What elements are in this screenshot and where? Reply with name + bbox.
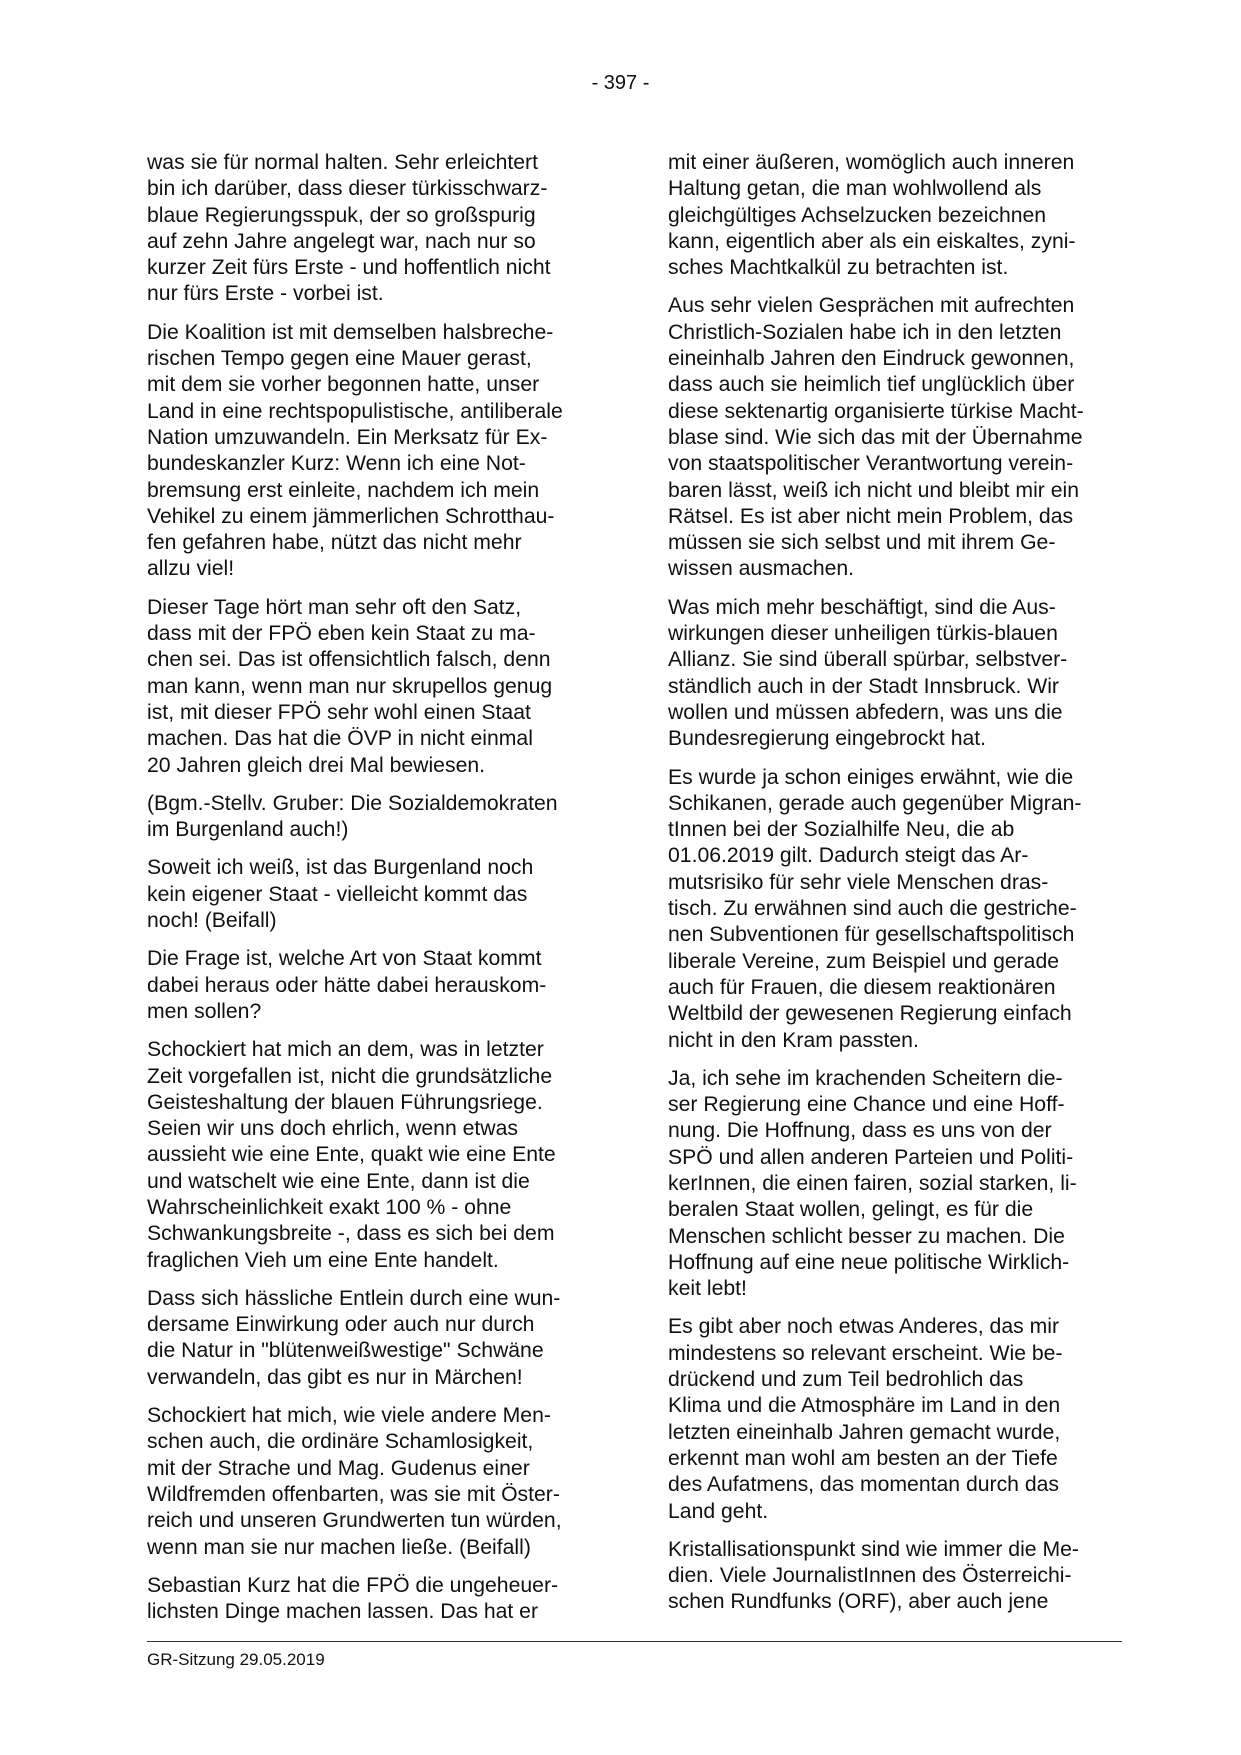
paragraph: Ja, ich sehe im krachenden Scheitern die- ser Regierung eine Chance und eine Hoff- nung. Die Hoffnung, dass es uns von der SPÖ und allen anderen Parteien und Politi- kerInnen, die einen fairen, sozial starken, li- beralen Staat wollen, gelingt, es für die Menschen schlicht besser zu machen. Die Hoffnung auf eine neue politische Wirklich- keit lebt!: [668, 1066, 1077, 1301]
paragraph: Soweit ich weiß, ist das Burgenland noch kein eigener Staat - vielleicht kommt das noch! (Beifall): [147, 856, 534, 933]
paragraph: Was mich mehr beschäftigt, sind die Aus- wirkungen dieser unheiligen türkis-blauen Allianz. Sie sind überall spürbar, selbstver- ständlich auch in der Stadt Innsbruck. Wir wollen und müssen abfedern, was uns die Bundesregierung eingebrockt hat.: [668, 595, 1068, 751]
paragraph: Schockiert hat mich, wie viele andere Men- schen auch, die ordinäre Schamlosigkeit, mit der Strache und Mag. Gudenus einer Wildfremden offenbarten, was sie mit Öster- reich und unseren Grundwerten tun würden, wenn man sie nur machen ließe. (Beifall): [147, 1404, 562, 1559]
paragraph: Die Koalition ist mit demselben halsbreche- rischen Tempo gegen eine Mauer gerast, mit dem sie vorher begonnen hatte, unser Land in eine rechtspopulistische, antiliberale Nation umzuwandeln. Ein Merksatz für Ex- bundeskanzler Kurz: Wenn ich eine Not- bremsung erst einleite, nachdem ich mein Vehikel zu einem jämmerlichen Schrotthau- fen gefahren habe, nützt das nicht mehr allzu viel!: [147, 320, 563, 581]
paragraph: was sie für normal halten. Sehr erleichtert bin ich darüber, dass dieser türkisschwarz- blaue Regierungsspuk, der so großspurig auf zehn Jahre angelegt war, nach nur so kurzer Zeit fürs Erste - und hoffentlich nicht nur fürs Erste - vorbei ist.: [147, 151, 551, 306]
footer-divider: [147, 1641, 1122, 1642]
paragraph: (Bgm.-Stellv. Gruber: Die Sozialdemokraten im Burgenland auch!): [147, 791, 558, 842]
paragraph: Aus sehr vielen Gesprächen mit aufrechten Christlich-Sozialen habe ich in den letzten eineinhalb Jahren den Eindruck gewonnen, dass auch sie heimlich tief unglücklich über diese sektenartig organisierte türkise Macht- blase sind. Wie sich das mit der Übernahme von staatspolitischer Verantwortung verein- baren lässt, weiß ich nicht und bleibt mir ein Rätsel. Es ist aber nicht mein Problem, das müssen sie sich selbst und mit ihrem Ge- wissen ausmachen.: [668, 294, 1084, 581]
paragraph: Es wurde ja schon einiges erwähnt, wie die Schikanen, gerade auch gegenüber Migran- tInnen bei der Sozialhilfe Neu, die ab 01.06.2019 gilt. Dadurch steigt das Ar- mutsrisiko für sehr viele Menschen dras- tisch. Zu erwähnen sind auch die gestriche- nen Subventionen für gesellschaftspolitisch liberale Vereine, zum Beispiel und gerade auch für Frauen, die diesem reaktionären Weltbild der gewesenen Regierung einfach nicht in den Kram passten.: [668, 765, 1082, 1052]
paragraph: Es gibt aber noch etwas Anderes, das mir mindestens so relevant erscheint. Wie be- drückend und zum Teil bedrohlich das Klima und die Atmosphäre im Land in den letzten eineinhalb Jahren gemacht wurde, erkennt man wohl am besten an der Tiefe des Aufatmens, das momentan durch das Land geht.: [668, 1315, 1063, 1523]
paragraph: Dass sich hässliche Entlein durch eine wun- dersame Einwirkung oder auch nur durch die Natur in "blütenweißwestige" Schwäne verwandeln, das gibt es nur in Märchen!: [147, 1286, 561, 1389]
paragraph: Sebastian Kurz hat die FPÖ die ungeheuer- lichsten Dinge machen lassen. Das hat er: [147, 1573, 559, 1624]
right-column: [668, 150, 1123, 1628]
page-number: - 397 -: [591, 72, 650, 94]
paragraph: Kristallisationspunkt sind wie immer die Me- dien. Viele JournalistInnen des Österreichi- schen Rundfunks (ORF), aber auch jene: [668, 1537, 1079, 1614]
paragraph: Schockiert hat mich an dem, was in letzter Zeit vorgefallen ist, nicht die grundsätzliche Geisteshaltung der blauen Führungsriege. Seien wir uns doch ehrlich, wenn etwas aussieht wie eine Ente, quakt wie eine Ente und watschelt wie eine Ente, dann ist die Wahrscheinlichkeit exakt 100 % - ohne Schwankungsbreite -, dass es sich bei dem fraglichen Vieh um eine Ente handelt.: [147, 1038, 556, 1272]
paragraph: mit einer äußeren, womöglich auch inneren Haltung getan, die man wohlwollend als gleichgültiges Achselzucken bezeichnen kann, eigentlich aber als ein eiskaltes, zyni- sches Machtkalkül zu betrachten ist.: [668, 151, 1076, 280]
paragraph: Die Frage ist, welche Art von Staat kommt dabei heraus oder hätte dabei herauskom- men sollen?: [147, 947, 547, 1023]
paragraph: Dieser Tage hört man sehr oft den Satz, dass mit der FPÖ eben kein Staat zu ma- chen sei. Das ist offensichtlich falsch, denn man kann, wenn man nur skrupellos genug ist, mit dieser FPÖ sehr wohl einen Staat machen. Das hat die ÖVP in nicht einmal 20 Jahren gleich drei Mal bewiesen.: [147, 595, 553, 777]
left-column: [147, 150, 602, 1637]
footer-session-date: GR-Sitzung 29.05.2019: [147, 1650, 325, 1669]
